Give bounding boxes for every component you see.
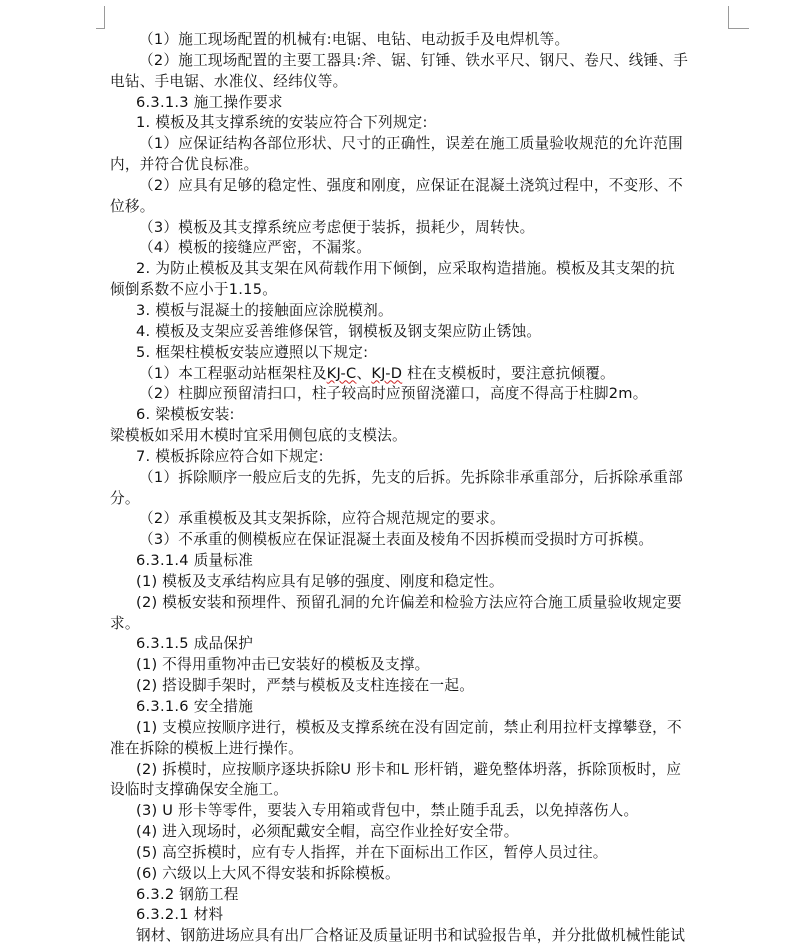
text-line: （3）不承重的侧模板应在保证混凝土表面及棱角不因拆模而受损时方可拆模。 <box>139 531 654 549</box>
text-line: (2) 搭设脚手架时，严禁与模板及支柱连接在一起。 <box>136 677 475 695</box>
text-line: (1) 模板及支承结构应具有足够的强度、刚度和稳定性。 <box>136 572 504 590</box>
text-line: 1. 模板及其支撑系统的安装应符合下列规定: <box>136 114 428 132</box>
section-heading: 6.3.1.5 成品保护 <box>136 635 254 653</box>
section-heading: 6.3.2.1 材料 <box>136 906 224 924</box>
text-line: 钢材、钢筋进场应具有出厂合格证及质量证明书和试验报告单，并分批做机械性能试 <box>136 927 686 945</box>
text-line: 2. 为防止模板及其支架在风荷载作用下倾倒，应采取构造措施。模板及其支架的抗 <box>136 260 675 278</box>
text-line: 5. 框架柱模板安装应遵照以下规定: <box>136 343 369 361</box>
text-line: （3）模板及其支撑系统应考虑便于装拆，损耗少，周转快。 <box>139 218 535 236</box>
text-line: 倾倒系数不应小于1.15。 <box>110 281 278 299</box>
text-line-kj-columns: （1）本工程驱动站框架柱及KJ-C、KJ-D 柱在支模板时，要注意抗倾覆。 <box>139 364 615 382</box>
text-line: 内，并符合优良标准。 <box>110 156 259 174</box>
text-line: 电钻、手电锯、水准仪、经纬仪等。 <box>110 72 348 90</box>
text-line: (2) 模板安装和预埋件、预留孔洞的允许偏差和检验方法应符合施工质量验收规定要 <box>136 593 682 611</box>
spellcheck-flagged-token: KJ-D <box>371 364 403 382</box>
text-line: 4. 模板及支架应妥善维修保管，钢模板及钢支架应防止锈蚀。 <box>136 322 542 340</box>
text-line: 6. 梁模板安装: <box>136 406 235 424</box>
text-line: 3. 模板与混凝土的接触面应涂脱模剂。 <box>136 301 393 319</box>
text-line: （1）拆除顺序一般应后支的先拆，先支的后拆。先拆除非承重部分，后拆除承重部 <box>139 468 683 486</box>
text-line: （2）应具有足够的稳定性、强度和刚度，应保证在混凝土浇筑过程中，不变形、不 <box>139 176 683 194</box>
page-corner-mark-right <box>728 6 749 29</box>
section-heading: 6.3.1.3 施工操作要求 <box>136 93 283 111</box>
text-line: (6) 六级以上大风不得安装和拆除模板。 <box>136 864 400 882</box>
spellcheck-flagged-token: KJ-C <box>326 364 357 382</box>
text-line: （1）应保证结构各部位形状、尺寸的正确性，误差在施工质量验收规范的允许范围 <box>139 135 683 153</box>
text-line: (4) 进入现场时，必须配戴安全帽，高空作业拴好安全带。 <box>136 823 519 841</box>
section-heading: 6.3.2 钢筋工程 <box>136 885 239 903</box>
text-line: 7. 模板拆除应符合如下规定: <box>136 447 324 465</box>
section-heading: 6.3.1.6 安全措施 <box>136 698 254 715</box>
text-line: (3) U 形卡等零件，要装入专用箱或背包中，禁止随手乱丢，以免掉落伤人。 <box>136 802 639 820</box>
text-line: (5) 高空拆模时，应有专人指挥，并在下面标出工作区，暂停人员过往。 <box>136 843 608 861</box>
text-line: (1) 支模应按顺序进行，模板及支撑系统在没有固定前，禁止利用拉杆支撑攀登，不 <box>136 718 682 736</box>
text-line: （4）模板的接缝应严密，不漏浆。 <box>139 239 372 257</box>
text-line: (1) 不得用重物冲击已安装好的模板及支撑。 <box>136 656 430 674</box>
text-line: 准在拆除的模板上进行操作。 <box>110 739 303 757</box>
text-line: 分。 <box>110 489 140 507</box>
text-line: （1）施工现场配置的机械有:电锯、电钻、电动扳手及电焊机等。 <box>139 31 570 48</box>
text-line: （2）承重模板及其支架拆除，应符合规范规定的要求。 <box>139 510 505 528</box>
text-line: （2）施工现场配置的主要工器具:斧、锯、钉锤、铁水平尺、钢尺、卷尺、线锤、手 <box>139 51 689 69</box>
text-line: 梁模板如采用木模时宜采用侧包底的支模法。 <box>110 427 407 445</box>
text-line: (2) 拆模时，应按顺序逐块拆除U 形卡和L 形杆销，避免整体坍落，拆除顶板时，应 <box>136 760 682 778</box>
section-heading: 6.3.1.4 质量标准 <box>136 552 254 570</box>
page-corner-mark-left <box>96 6 105 29</box>
text-line: 求。 <box>110 614 140 632</box>
text-line: 设临时支撑确保安全施工。 <box>110 781 289 799</box>
document-page <box>110 30 730 947</box>
text-line: 位移。 <box>110 197 155 215</box>
text-line: （2）柱脚应预留清扫口，柱子较高时应预留浇灌口，高度不得高于柱脚2m。 <box>139 385 648 403</box>
